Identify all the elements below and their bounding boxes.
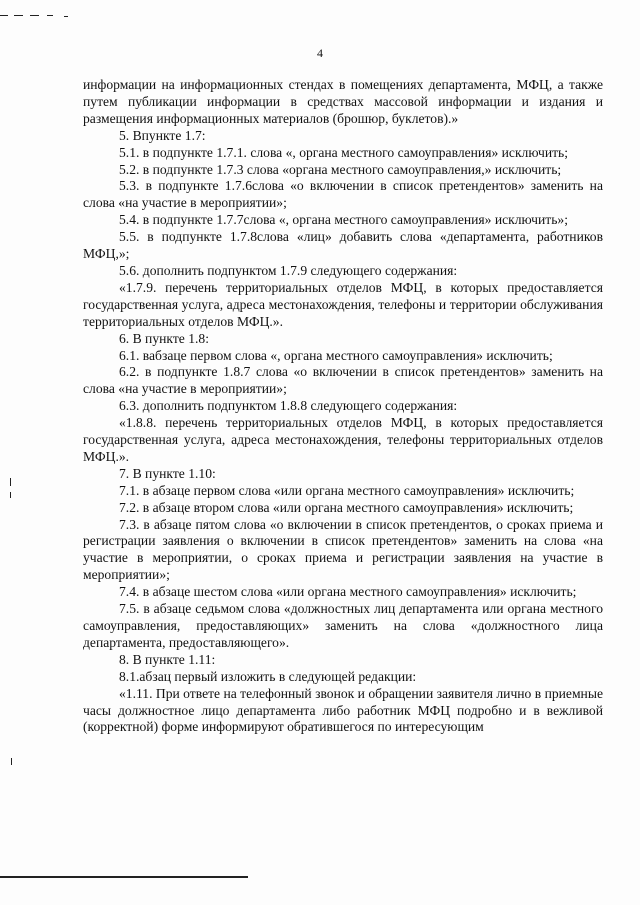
- scan-mark-bottom: [0, 876, 248, 878]
- paragraph: 5.1. в подпункте 1.7.1. слова «, органа местного самоуправления» исключить;: [119, 144, 569, 160]
- scan-mark-top-left: [0, 15, 8, 16]
- paragraph: «1.11. При ответе на телефонный звонок и обращении заявителя лично в приемные часы должностное лицо департамента либо работник МФЦ подробно и в вежливой (корректной) форме информируют обратившегося по интересующим: [83, 685, 603, 735]
- scan-mark-left-margin: [10, 478, 11, 486]
- paragraph: 6.2. в подпункте 1.8.7 слова «о включении в список претендентов» заменить на слова «на участие в мероприятии»;: [83, 364, 603, 397]
- paragraph: 7. В пункте 1.10:: [119, 465, 216, 481]
- body-text: [83, 77, 603, 736]
- paragraph: «1.8.8. перечень территориальных отделов МФЦ, в которых предоставляется государственная услуга, адреса местонахождения, телефоны территориальных отделов МФЦ.».: [83, 415, 603, 464]
- paragraph: 5.3. в подпункте 1.7.6слова «о включении в список претендентов» заменить на слова «на участие в мероприятии»;: [83, 178, 603, 211]
- paragraph: 7.4. в абзаце шестом слова «или органа местного самоуправления» исключить;: [119, 584, 577, 600]
- paragraph: 5.6. дополнить подпунктом 1.7.9 следующего содержания:: [119, 262, 458, 278]
- paragraph: 5.4. в подпункте 1.7.7слова «, органа местного самоуправления» исключить»;: [119, 212, 569, 228]
- scan-mark-top-left: [64, 16, 68, 17]
- paragraph: 7.3. в абзаце пятом слова «о включении в список претендентов, о сроках приема и регистрации заявления о включении в список претендентов» заменить на слова «на участие в мероприятии, о сроках приема и регистрации заявления на участие в мероприятии»;: [83, 516, 603, 583]
- paragraph: информации на информационных стендах в помещениях департамента, МФЦ, а также путем публикации информации в средствах массовой информации и издания и размещения информационных материалов (брошюр, буклетов).»: [83, 77, 603, 126]
- paragraph: 6. В пункте 1.8:: [119, 330, 209, 346]
- paragraph: «1.7.9. перечень территориальных отделов МФЦ, в которых предоставляется государственная услуга, адреса местонахождения, телефоны и территории обслуживания территориальных отделов МФЦ.».: [83, 279, 603, 329]
- scan-mark-top-left: [14, 15, 23, 16]
- scan-mark-left-margin: [11, 758, 12, 765]
- paragraph: 6.1. вабзаце первом слова «, органа местного самоуправления» исключить;: [119, 347, 553, 363]
- paragraph: 6.3. дополнить подпунктом 1.8.8 следующего содержания:: [119, 398, 458, 414]
- paragraph: 8. В пункте 1.11:: [119, 651, 216, 667]
- scan-mark-left-margin: [10, 492, 11, 498]
- scan-mark-top-left: [30, 15, 39, 16]
- paragraph: 8.1.абзац первый изложить в следующей редакции:: [119, 668, 417, 684]
- paragraph: 5.5. в подпункте 1.7.8слова «лиц» добавить слова «департамента, работников МФЦ,»;: [83, 229, 603, 262]
- paragraph: 5. Впункте 1.7:: [119, 127, 206, 143]
- page-number: 4: [317, 46, 323, 60]
- scan-mark-top-left: [47, 15, 53, 16]
- paragraph: 5.2. в подпункте 1.7.3 слова «органа местного самоуправления,» исключить;: [119, 161, 562, 177]
- paragraph: 7.1. в абзаце первом слова «или органа местного самоуправления» исключить;: [119, 482, 575, 498]
- paragraph: 7.5. в абзаце седьмом слова «должностных лиц департамента или органа местного самоуправления, предоставляющих» заменить на слова «должностного лица департамента, предоставляющего».: [83, 601, 603, 650]
- paragraph: 7.2. в абзаце втором слова «или органа местного самоуправления» исключить;: [119, 499, 574, 515]
